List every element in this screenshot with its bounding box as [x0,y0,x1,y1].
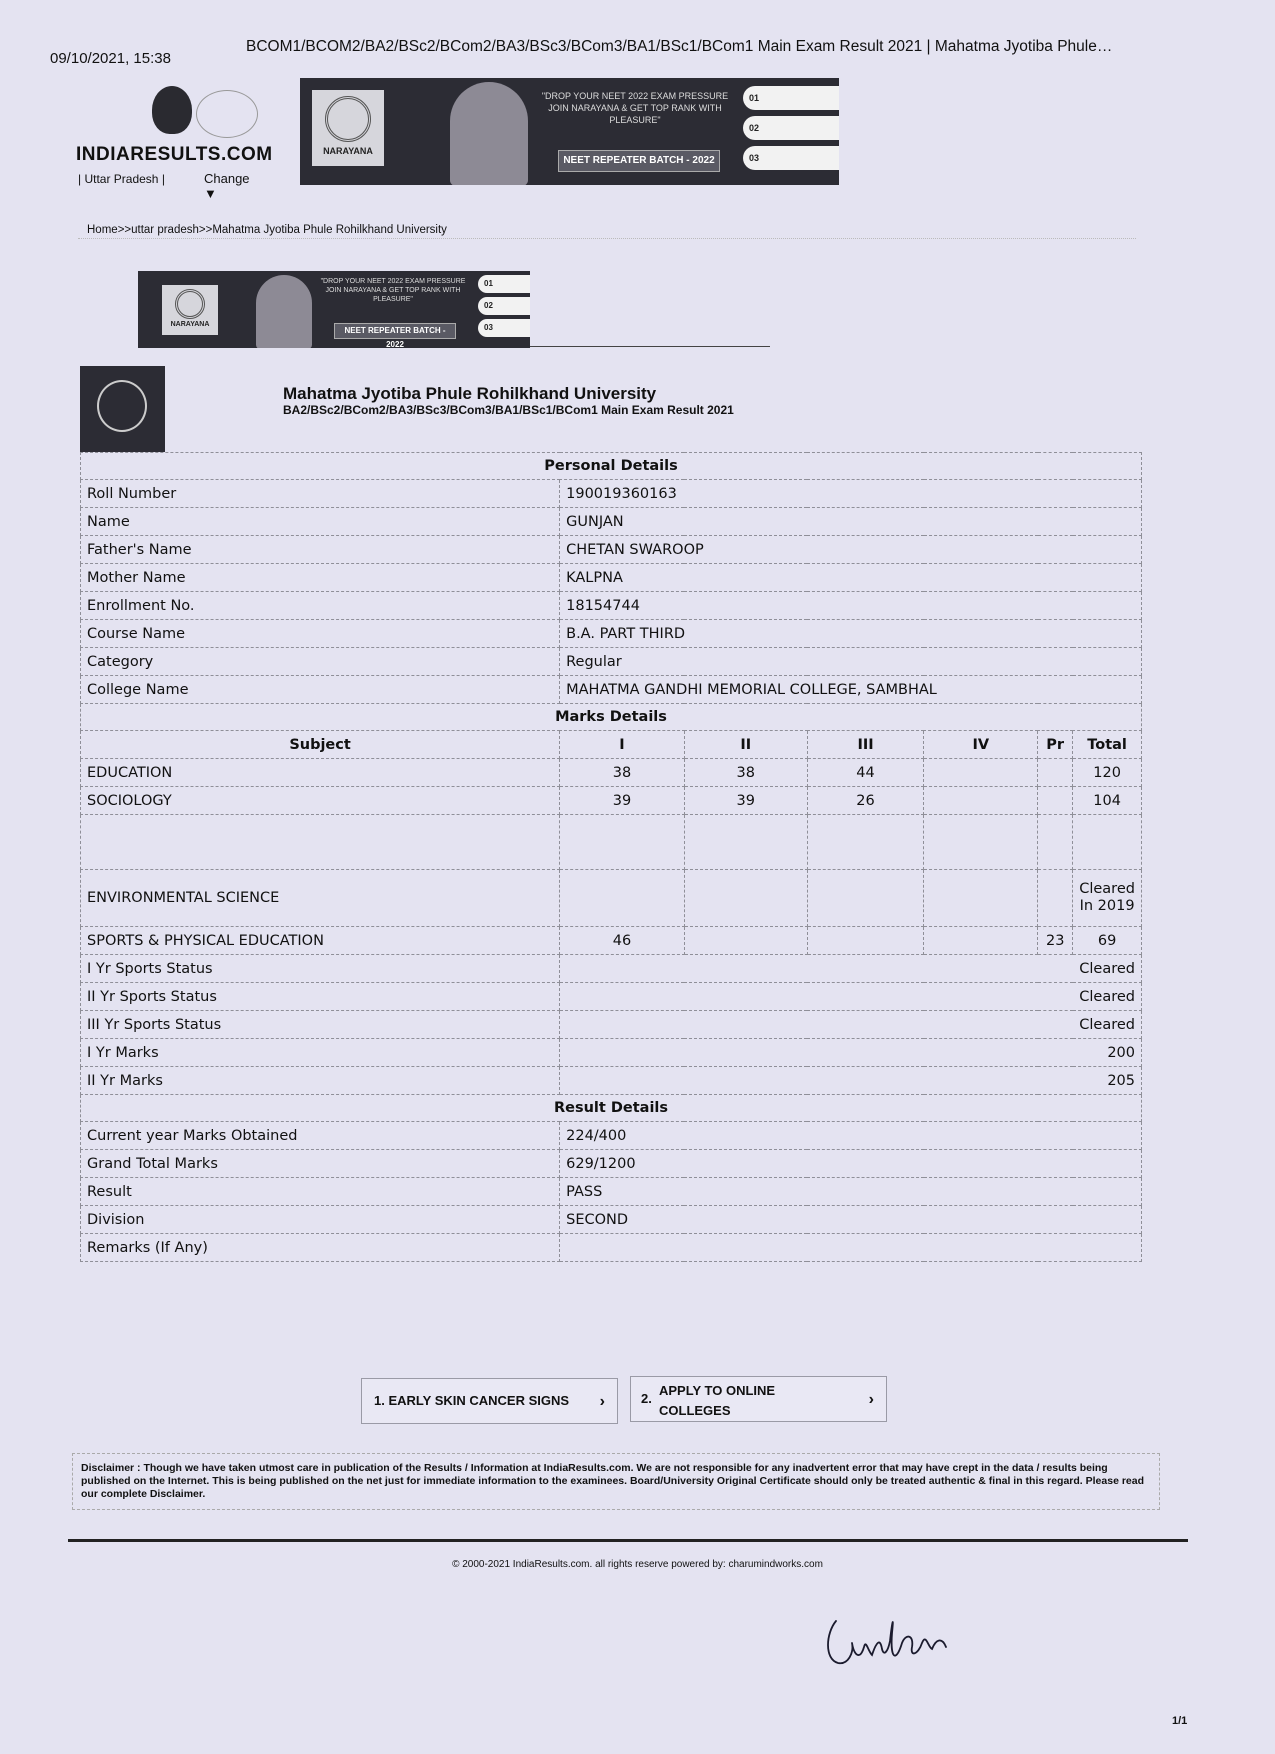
remarks-value [560,1234,1142,1262]
table-row [81,1150,1142,1178]
table-row [81,620,1142,648]
row-label: Remarks (If Any) [81,1234,560,1262]
row-label: Name [81,508,560,536]
link-number: 2. [641,1391,652,1406]
enrollment-value: 18154744 [560,592,1142,620]
row-label: I Yr Sports Status [81,955,560,983]
table-row [81,508,1142,536]
banner-step: 03 [743,146,839,170]
mark-cell [924,787,1038,815]
column-header: IV [924,731,1038,759]
logo-text: INDIARESULTS.COM [76,144,273,165]
father-name-value: CHETAN SWAROOP [560,536,1142,564]
banner-step: 02 [743,116,839,140]
narayana-emblem-icon [325,96,371,142]
mark-cell [1038,787,1073,815]
subject-name: SPORTS & PHYSICAL EDUCATION [81,927,560,955]
mark-cell: 26 [807,787,924,815]
divider [78,238,1136,239]
marks-details-heading: Marks Details [81,704,1142,731]
subject-name: ENVIRONMENTAL SCIENCE [81,870,560,927]
mark-cell [924,759,1038,787]
college-name-value: MAHATMA GANDHI MEMORIAL COLLEGE, SAMBHAL [560,676,1142,704]
mark-cell: 23 [1038,927,1073,955]
change-state-link[interactable]: Change ▼ [204,171,250,201]
result-value: PASS [560,1178,1142,1206]
status-value: 200 [560,1039,1142,1067]
column-header: Subject [81,731,560,759]
row-label: I Yr Marks [81,1039,560,1067]
narayana-logo [162,285,218,335]
total-cell: 104 [1073,787,1142,815]
row-label: II Yr Marks [81,1067,560,1095]
breadcrumb-separator: >> [198,224,213,236]
total-cell: Cleared In 2019 [1073,870,1142,927]
mark-cell: 44 [807,759,924,787]
table-row [81,870,1142,927]
banner-brand: NARAYANA [170,321,210,328]
subject-name: EDUCATION [81,759,560,787]
disclaimer-text: Disclaimer : Though we have taken utmost care in publication of the Results / Information at IndiaResults.com. We are not responsible for any inadvertent error that may have crept in the data / results being published on the Internet. This is being published on the net just for immediate information to the examinees. Board/University Original Certificate should only be treated authentic & final in this regard. Please read our complete Disclaimer. [72,1453,1160,1510]
divider [530,346,770,347]
site-logo[interactable] [74,82,273,201]
copyright-text: © 2000-2021 IndiaResults.com. all rights reserve powered by: charumindworks.com [452,1559,823,1570]
row-label: III Yr Sports Status [81,1011,560,1039]
table-row [81,1122,1142,1150]
handwritten-signature [822,1603,962,1673]
banner-message: "DROP YOUR NEET 2022 EXAM PRESSURE JOIN NARAYANA & GET TOP RANK WITH PLEASURE" [541,91,729,125]
table-row [81,759,1142,787]
roll-number-value: 190019360163 [560,480,1142,508]
column-header: III [807,731,924,759]
university-emblem-icon [97,380,147,432]
course-name-value: B.A. PART THIRD [560,620,1142,648]
row-label: Roll Number [81,480,560,508]
table-row [81,536,1142,564]
table-row [81,1067,1142,1095]
table-row [81,648,1142,676]
top-banner-ad[interactable] [300,78,839,185]
state-map-icon [196,90,258,138]
result-details-heading: Result Details [81,1095,1142,1122]
narayana-emblem-icon [175,289,205,319]
name-value: GUNJAN [560,508,1142,536]
total-cell: 120 [1073,759,1142,787]
result-table [80,452,1142,1262]
link-label: 1. EARLY SKIN CANCER SIGNS [374,1393,570,1408]
exam-title: BA2/BSc2/BCom2/BA3/BSc3/BCom3/BA1/BSc1/BCom1 Main Exam Result 2021 [283,403,734,417]
category-value: Regular [560,648,1142,676]
page-number: 1/1 [1172,1715,1188,1727]
university-logo [80,366,165,452]
status-value: Cleared [560,983,1142,1011]
current-year-marks-value: 224/400 [560,1122,1142,1150]
table-row [81,676,1142,704]
table-row [81,1206,1142,1234]
banner-cta[interactable]: NEET REPEATER BATCH - 2022 [334,323,456,339]
row-label: Grand Total Marks [81,1150,560,1178]
row-label: Category [81,648,560,676]
chevron-right-icon: › [868,1391,874,1408]
table-row [81,564,1142,592]
breadcrumb-separator: >> [117,224,132,236]
skin-cancer-link-button[interactable] [361,1378,618,1424]
table-row [81,480,1142,508]
print-datetime: 09/10/2021, 15:38 [50,50,171,67]
banner-person-image [256,275,312,348]
column-header: I [560,731,685,759]
personal-details-heading: Personal Details [81,453,1142,480]
marks-header-row [81,731,1142,759]
logo-emblem-icon [152,86,192,134]
table-row [81,1178,1142,1206]
page-title: BCOM1/BCOM2/BA2/BSc2/BCom2/BA3/BSc3/BCom3/BA1/BSc1/BCom1 Main Exam Result 2021 | Mahatma Jyotiba Phule… [246,38,1113,55]
mark-cell: 39 [684,787,807,815]
mark-cell: 38 [560,759,685,787]
breadcrumb-university[interactable]: Mahatma Jyotiba Phule Rohilkhand University [212,224,447,236]
banner-cta[interactable]: NEET REPEATER BATCH - 2022 [558,150,720,172]
banner-steps [743,86,839,176]
row-label: II Yr Sports Status [81,983,560,1011]
second-banner-ad[interactable] [138,271,530,348]
banner-step: 02 [478,297,530,315]
subject-name: SOCIOLOGY [81,787,560,815]
mark-cell: 39 [560,787,685,815]
table-row [81,1234,1142,1262]
row-label: College Name [81,676,560,704]
row-label: Course Name [81,620,560,648]
table-row [81,983,1142,1011]
division-value: SECOND [560,1206,1142,1234]
breadcrumb [87,224,447,236]
row-label: Father's Name [81,536,560,564]
row-label: Division [81,1206,560,1234]
mark-cell: 46 [560,927,685,955]
status-value: Cleared [560,955,1142,983]
banner-step: 01 [743,86,839,110]
chevron-right-icon: › [599,1393,605,1410]
university-name: Mahatma Jyotiba Phule Rohilkhand University [283,384,657,403]
breadcrumb-home[interactable]: Home [87,224,118,236]
row-label: Result [81,1178,560,1206]
table-row [81,592,1142,620]
column-header: Total [1073,731,1142,759]
banner-person-image [450,82,528,185]
banner-step: 01 [478,275,530,293]
status-value: 205 [560,1067,1142,1095]
mark-cell [1038,759,1073,787]
footer-divider [68,1539,1188,1542]
table-row [81,1011,1142,1039]
mother-name-value: KALPNA [560,564,1142,592]
table-row [81,1039,1142,1067]
table-row [81,927,1142,955]
column-header: Pr [1038,731,1073,759]
banner-message: "DROP YOUR NEET 2022 EXAM PRESSURE JOIN NARAYANA & GET TOP RANK WITH PLEASURE" [320,278,466,303]
online-colleges-link-button[interactable] [630,1376,887,1422]
banner-step: 03 [478,319,530,337]
mark-cell: 38 [684,759,807,787]
link-label: APPLY TO ONLINE COLLEGES [659,1383,776,1418]
row-label: Current year Marks Obtained [81,1122,560,1150]
state-label: | Uttar Pradesh | [78,172,165,186]
banner-steps [478,275,530,341]
status-value: Cleared [560,1011,1142,1039]
empty-row [81,815,1142,870]
row-label: Mother Name [81,564,560,592]
banner-brand: NARAYANA [323,146,373,156]
grand-total-value: 629/1200 [560,1150,1142,1178]
column-header: II [684,731,807,759]
table-row [81,787,1142,815]
table-row [81,955,1142,983]
breadcrumb-state[interactable]: uttar pradesh [131,224,199,236]
narayana-logo [312,90,384,166]
row-label: Enrollment No. [81,592,560,620]
total-cell: 69 [1073,927,1142,955]
